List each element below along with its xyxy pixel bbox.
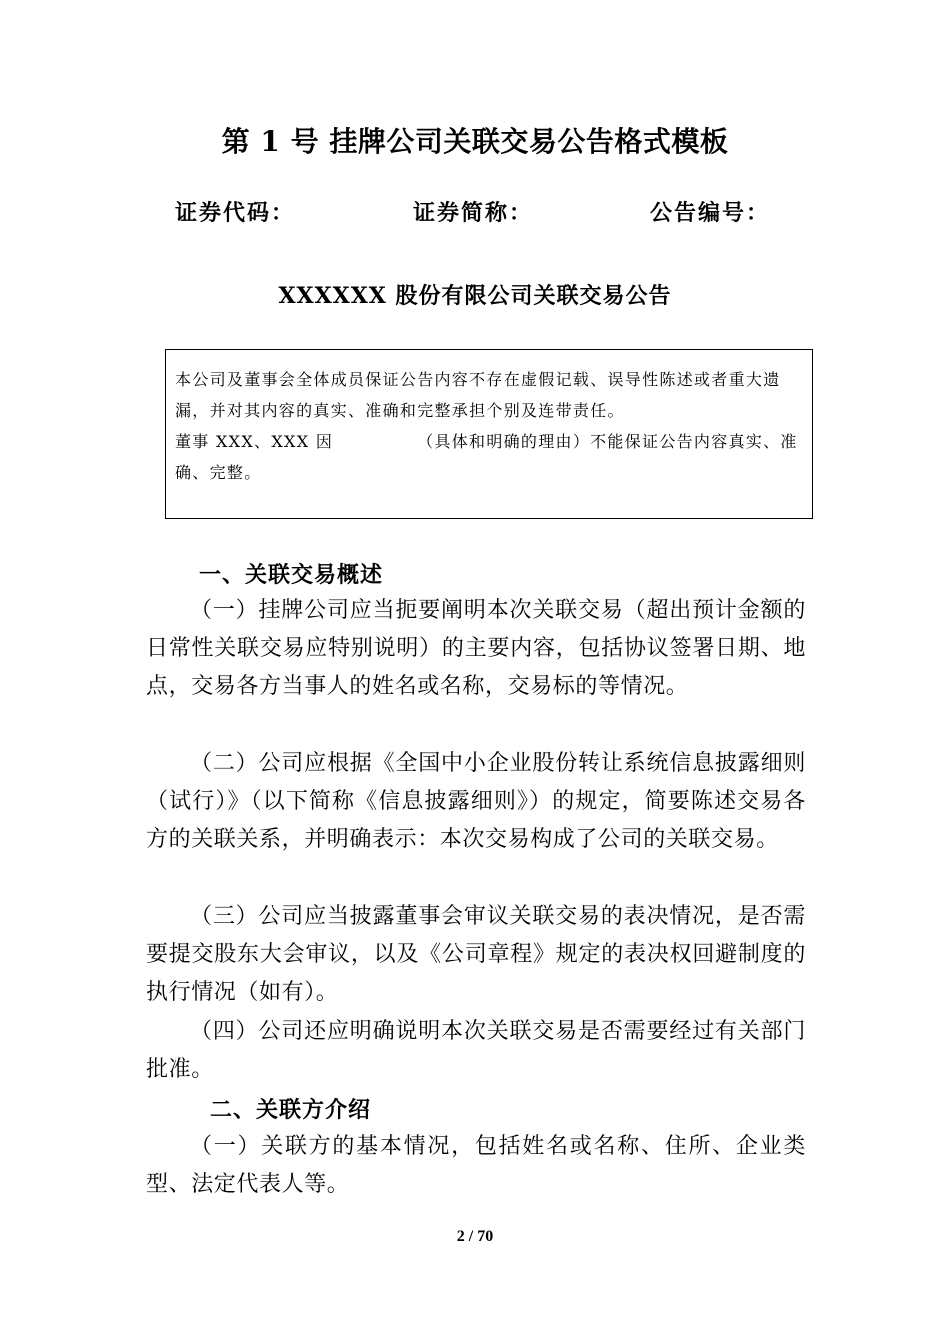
board-statement-line-2-prefix: 董事 XXX、XXX 因 <box>175 432 334 451</box>
announcement-number-label: 公告编号： <box>650 200 771 226</box>
board-statement-box <box>165 349 813 519</box>
announcement-title: XXXXXX 股份有限公司关联交易公告 <box>278 283 672 309</box>
board-statement-line-2-suffix: （具体和明确的理由）不能保证公告内容真实、准确、完整。 <box>175 432 798 482</box>
section-2-paragraph-1: （一）关联方的基本情况，包括姓名或名称、住所、企业类型、法定代表人等。 <box>146 1134 806 1197</box>
section-1-paragraph-2: （二）公司应根据《全国中小企业股份转让系统信息披露细则（试行）》（以下简称《信息披露细则》）的规定，简要陈述交易各方的关联关系，并明确表示：本次交易构成了公司的关联交易。 <box>146 751 806 852</box>
board-statement-line-1: 本公司及董事会全体成员保证公告内容不存在虚假记载、误导性陈述或者重大遗漏，并对其内容的真实、准确和完整承担个别及连带责任。 <box>175 370 781 420</box>
section-1-heading: 一、关联交易概述 <box>199 562 384 588</box>
board-statement-line-2 <box>175 426 804 488</box>
section-1-paragraph-1: （一）挂牌公司应当扼要阐明本次关联交易（超出预计金额的日常性关联交易应特别说明）的主要内容，包括协议签署日期、地点，交易各方当事人的姓名或名称，交易标的等情况。 <box>146 598 806 699</box>
securities-name-label: 证券简称： <box>413 200 534 226</box>
section-1-paragraph-3: （三）公司应当披露董事会审议关联交易的表决情况，是否需要提交股东大会审议，以及《公司章程》规定的表决权回避制度的执行情况（如有）。 <box>146 904 806 1005</box>
section-1-paragraph-4: （四）公司还应明确说明本次关联交易是否需要经过有关部门批准。 <box>146 1019 806 1082</box>
page-number: 2 / 70 <box>456 1228 494 1245</box>
document-title: 第 1 号 挂牌公司关联交易公告格式模板 <box>221 125 729 158</box>
section-2-heading: 二、关联方介绍 <box>210 1097 372 1123</box>
securities-code-label: 证券代码： <box>175 200 296 226</box>
